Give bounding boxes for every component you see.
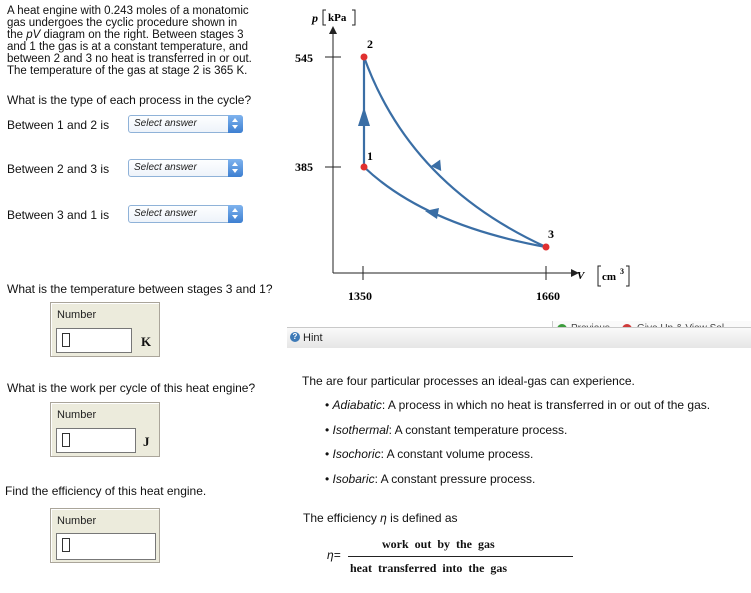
eff-post: is defined as <box>386 511 458 525</box>
efficiency-intro <box>303 511 458 525</box>
process-3-1-curve <box>364 167 546 247</box>
x-axis-unit-sup: 3 <box>620 267 624 276</box>
y-axis-label: p <box>312 11 318 25</box>
problem-line: the pV diagram on the right. Between stages 3 <box>7 29 244 41</box>
row-label-3-1: Between 3 and 1 is <box>7 208 110 222</box>
equation-lhs: η= <box>327 548 341 562</box>
point-1 <box>361 164 368 171</box>
eta-symbol: η <box>380 511 387 525</box>
point-label: 1 <box>367 149 373 163</box>
select-value: Select answer <box>134 208 197 219</box>
x-tick-label: 1660 <box>536 289 560 303</box>
desc: : A process in which no heat is transferred in or out of the gas. <box>381 398 711 412</box>
eff-pre: The efficiency <box>303 511 381 525</box>
equation-numerator: work out by the gas <box>382 537 495 551</box>
process-1-2-select[interactable] <box>128 115 243 133</box>
chevron-updown-icon <box>228 115 243 133</box>
x-axis-unit: cm <box>602 271 617 283</box>
y-tick-label: 385 <box>295 160 313 174</box>
temperature-input[interactable] <box>56 328 132 353</box>
problem-statement <box>7 5 287 77</box>
number-label: Number <box>57 515 97 527</box>
efficiency-answer-box <box>50 508 160 563</box>
temperature-answer-box <box>50 302 160 357</box>
hint-label: Hint <box>303 332 323 344</box>
row-label-2-3: Between 2 and 3 is <box>7 162 110 176</box>
chevron-updown-icon <box>228 159 243 177</box>
text-caret <box>62 333 70 347</box>
problem-line: gas undergoes the cyclic procedure shown in <box>7 17 238 29</box>
question-icon: ? <box>290 332 300 342</box>
select-value: Select answer <box>134 162 197 173</box>
hint-item: • Isobaric: A constant pressure process. <box>325 472 536 486</box>
process-2-3-select[interactable] <box>128 159 243 177</box>
hint-bar[interactable] <box>287 327 751 348</box>
number-label: Number <box>57 309 97 321</box>
x-axis-label: V <box>577 270 585 282</box>
efficiency-input[interactable] <box>56 533 156 560</box>
question-work: What is the work per cycle of this heat engine? <box>7 381 256 395</box>
arrow-up-icon <box>358 107 370 126</box>
question-efficiency: Find the efficiency of this heat engine. <box>5 484 207 498</box>
term: Isothermal <box>332 423 389 437</box>
problem-line: A heat engine with 0.243 moles of a monatomic <box>7 5 249 17</box>
number-label: Number <box>57 409 97 421</box>
point-3 <box>543 244 550 251</box>
hint-intro: The are four particular processes an ideal-gas can experience. <box>302 374 635 388</box>
hint-item: • Adiabatic: A process in which no heat is transferred in or out of the gas. <box>325 398 711 412</box>
point-2 <box>361 54 368 61</box>
unit-label: J <box>143 434 150 449</box>
desc: : A constant volume process. <box>380 447 534 461</box>
y-tick-label: 545 <box>295 51 313 65</box>
pv-diagram <box>290 0 650 310</box>
row-label-1-2: Between 1 and 2 is <box>7 118 110 132</box>
process-3-1-select[interactable] <box>128 205 243 223</box>
point-label: 3 <box>548 227 554 241</box>
problem-line: The temperature of the gas at stage 2 is 365 K. <box>7 65 248 77</box>
y-axis-unit: kPa <box>328 12 347 24</box>
hint-item: • Isochoric: A constant volume process. <box>325 447 534 461</box>
equation-denominator: heat transferred into the gas <box>350 561 508 575</box>
hint-item: • Isothermal: A constant temperature process. <box>325 423 568 437</box>
unit-label: K <box>141 334 152 349</box>
fraction-bar <box>348 556 573 557</box>
problem-line: and 1 the gas is at a constant temperature, and <box>7 41 249 53</box>
problem-line: between 2 and 3 no heat is transferred in or out. <box>7 53 252 65</box>
term: Isobaric <box>332 472 375 486</box>
point-label: 2 <box>367 37 373 51</box>
work-answer-box <box>50 402 160 457</box>
select-value: Select answer <box>134 118 197 129</box>
chevron-updown-icon <box>228 205 243 223</box>
text-caret <box>62 538 70 552</box>
question-process-types: What is the type of each process in the cycle? <box>7 93 252 107</box>
process-2-3-curve <box>364 57 546 247</box>
text-caret <box>62 433 70 447</box>
question-temperature: What is the temperature between stages 3 and 1? <box>7 282 273 296</box>
work-input[interactable] <box>56 428 136 453</box>
term: Adiabatic <box>332 398 382 412</box>
desc: : A constant pressure process. <box>374 472 536 486</box>
desc: : A constant temperature process. <box>388 423 568 437</box>
term: Isochoric <box>332 447 381 461</box>
x-tick-label: 1350 <box>348 289 372 303</box>
